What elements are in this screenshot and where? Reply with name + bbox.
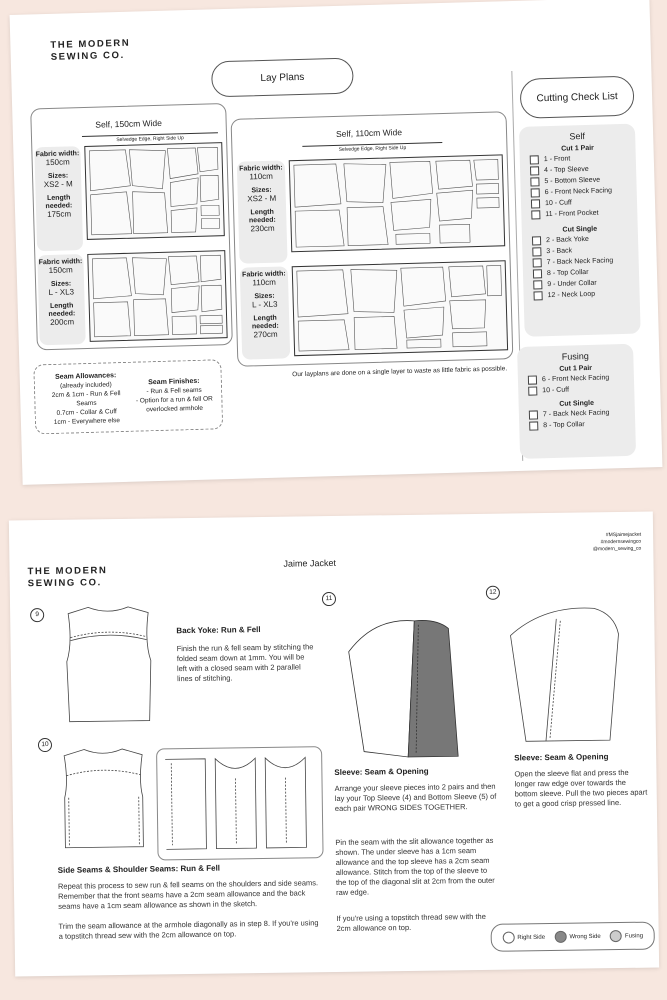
layplan-150-diagram-2 (87, 250, 227, 342)
layplan-110-diagram-1 (289, 154, 505, 252)
back-yoke-sketch (58, 602, 160, 725)
checkbox[interactable] (530, 177, 539, 186)
layplan-110-spec-2: Fabric width: 110cm Sizes: L - XL3 Length needed: 270cm (240, 266, 291, 359)
checklist-self-title: Self (569, 131, 586, 142)
checklist-item[interactable]: 9 - Under Collar (533, 278, 629, 290)
side-seams-sketch (58, 745, 149, 852)
checkbox[interactable] (531, 199, 540, 208)
layplan-150-spec-1: Fabric width: 150cm Sizes: XS2 - M Length needed: 175cm (34, 146, 83, 251)
checkbox[interactable] (530, 166, 539, 175)
selvedge-label: Selvedge Edge, Right Side Up (116, 135, 184, 144)
step-number: 9 (30, 608, 44, 622)
checkbox[interactable] (531, 188, 540, 197)
layplan-150-title: Self, 150cm Wide (95, 117, 163, 130)
step-body-2: Trim the seam allowance at the armhole diagonally as in step 8. If you're using a topstitch thread sew with the 2cm allowance on top. (58, 918, 319, 941)
checkbox[interactable] (532, 236, 541, 245)
step-number: 12 (486, 586, 500, 600)
checklist-item[interactable]: 10 - Cuff (528, 384, 624, 396)
layplan-110-title: Self, 110cm Wide (335, 127, 403, 139)
checklist-item[interactable]: 4 - Top Sleeve (530, 164, 626, 176)
step-title: Sleeve: Seam & Opening (334, 766, 429, 777)
checklist-item[interactable]: 10 - Cuff (531, 197, 627, 209)
step-title: Sleeve: Seam & Opening (514, 752, 609, 763)
step-number: 10 (38, 738, 52, 752)
checklist-item[interactable]: 5 - Bottom Sleeve (530, 175, 626, 187)
layplan-150-panel (30, 103, 233, 350)
layplan-150-diagram-1 (84, 142, 225, 240)
group-heading: Cut Single (562, 225, 598, 234)
layplan-150-spec-2: Fabric width: 150cm Sizes: L - XL3 Length needed: 200cm (37, 254, 85, 345)
wrong-side-swatch-icon (554, 931, 566, 943)
page-title: Jaime Jacket (283, 557, 337, 569)
checkbox[interactable] (530, 155, 539, 164)
checklist-item[interactable]: 2 - Back Yoke (532, 234, 628, 246)
instruction-sheet (9, 512, 659, 977)
checklist-item[interactable]: 7 - Back Neck Facing (529, 408, 625, 420)
sleeve-open-sketch (504, 604, 626, 746)
step-body-3: If you're using a topstitch thread sew with the 2cm allowance on top. (336, 911, 486, 933)
step-body-2: Pin the seam with the slit allowance together as shown. The under sleeve has a 1cm seam allowance and the top sleeve has a 2cm seam allowance. Stitch from the top of the sleeve to the top of the diagonal slit at 2cm from the outer raw edge. (335, 835, 495, 897)
step-body: Open the sleeve flat and press the longer raw edge over towards the bottom sleeve. Pull the two pieces apart to get a good crisp pressed line. (514, 767, 648, 809)
checklist-self-card (519, 124, 641, 337)
checkbox[interactable] (533, 269, 542, 278)
step-body: Finish the run & fell seam by stitching the folded seam down at 1mm. You will be left with a closed seam with 2 parallel lines of stitching. (176, 642, 314, 684)
step-body: Repeat this process to sew run & fell seams on the shoulders and side seams. Remember that the front seams have a 2cm seam allowance and the back seams have a 1cm seam allowance as shown in the sketch. (57, 878, 319, 911)
seam-allowances: Seam Allowances: (already included) 2cm & 1cm - Run & Fell Seams 0.7cm - Collar & Cuff 1cm - Everywhere else (51, 372, 121, 426)
fusing-swatch-icon (610, 930, 622, 942)
checklist-item[interactable]: 7 - Back Neck Facing (533, 256, 629, 268)
page-title: Lay Plans (211, 57, 354, 97)
legend-wrong-side: Wrong Side (554, 930, 600, 943)
right-side-swatch-icon (502, 932, 514, 944)
cutting-checklist-title: Cutting Check List (520, 76, 635, 119)
checkbox[interactable] (528, 375, 537, 384)
checkbox[interactable] (533, 291, 542, 300)
seam-detail-sketch (157, 747, 323, 859)
checkbox[interactable] (533, 258, 542, 267)
checklist-item[interactable]: 8 - Top Collar (529, 419, 625, 431)
step-number: 11 (322, 592, 336, 606)
step-title: Side Seams & Shoulder Seams: Run & Fell (57, 863, 221, 875)
single-layer-note: Our layplans are done on a single layer to waste as little fabric as possible. (292, 365, 508, 379)
checkbox[interactable] (529, 410, 538, 419)
sleeve-seam-sketch (344, 610, 478, 762)
checklist-item[interactable]: 11 - Front Pocket (531, 208, 627, 220)
legend (491, 922, 655, 952)
checkbox[interactable] (533, 280, 542, 289)
checkbox[interactable] (531, 210, 540, 219)
checkbox[interactable] (529, 421, 538, 430)
seam-info-box (33, 359, 223, 434)
checklist-item[interactable]: 6 - Front Neck Facing (528, 373, 624, 385)
group-heading: Cut 1 Pair (561, 144, 594, 153)
checklist-item[interactable]: 1 - Front (530, 153, 626, 165)
selvedge-label: Selvedge Edge, Right Side Up (338, 145, 407, 153)
legend-fusing: Fusing (610, 930, 643, 942)
layplan-110-panel (231, 111, 514, 367)
social-tags: #MSjaimejacket #modernsewingco @modern_sewing_co (592, 531, 642, 553)
checklist-item[interactable]: 8 - Top Collar (533, 267, 629, 279)
seam-finishes: Seam Finishes: - Run & Fell seams - Option for a run & fell OR overlocked armhole (135, 377, 213, 414)
checklist-item[interactable]: 3 - Back (532, 245, 628, 257)
layplan-110-diagram-2 (292, 260, 508, 356)
step-title: Back Yoke: Run & Fell (176, 625, 261, 636)
checklist-item[interactable]: 6 - Front Neck Facing (531, 186, 627, 198)
checkbox[interactable] (532, 247, 541, 256)
group-heading: Cut 1 Pair (559, 364, 593, 373)
brand-logo: THE MODERN SEWING CO. (50, 37, 131, 63)
seam-detail-frame (156, 746, 324, 860)
brand-logo: THE MODERN SEWING CO. (27, 565, 108, 590)
checklist-fusing-card (517, 344, 636, 459)
step-body: Arrange your sleeve pieces into 2 pairs and then lay your Top Sleeve (4) and Bottom Sleeve (5) of each pair WRONG SIDES TOGETHER. (334, 781, 497, 813)
lay-plan-sheet (10, 0, 663, 485)
legend-right-side: Right Side (502, 931, 545, 944)
checklist-fusing-title: Fusing (561, 350, 589, 362)
group-heading: Cut Single (559, 399, 595, 408)
layplan-110-spec-1: Fabric width: 110cm Sizes: XS2 - M Length needed: 230cm (237, 160, 288, 263)
checkbox[interactable] (528, 386, 537, 395)
checklist-item[interactable]: 12 - Neck Loop (533, 289, 629, 301)
